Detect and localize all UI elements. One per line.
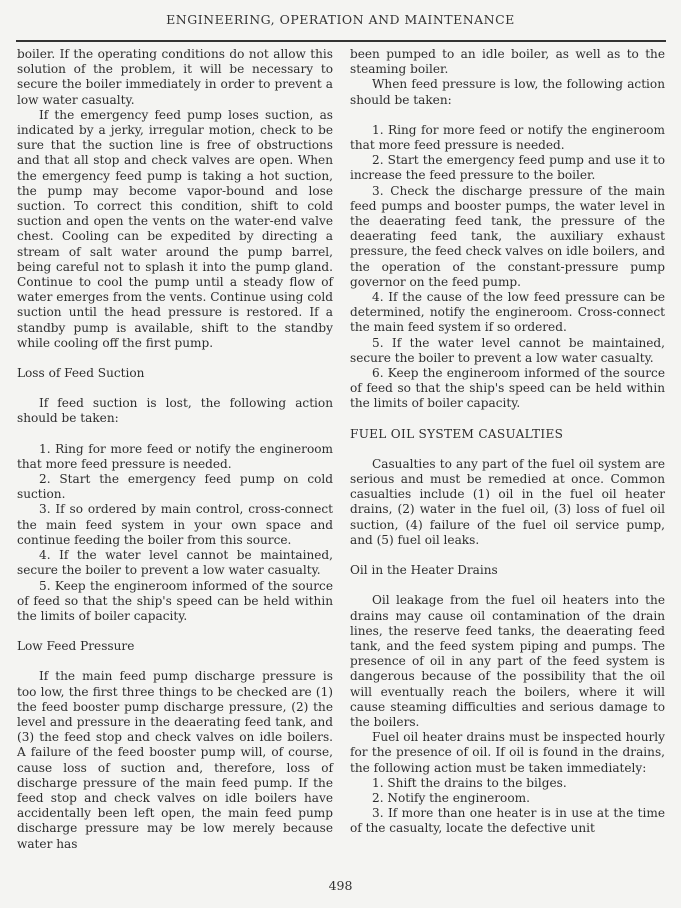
list-item: 4. If the water level cannot be maintained, secure the boiler to prevent a low water casualty.	[17, 548, 333, 578]
header-rule	[16, 40, 666, 42]
spacer	[17, 654, 333, 669]
spacer	[17, 427, 333, 442]
paragraph: Oil leakage from the fuel oil heaters into the drains may cause oil contamination of the drain lines, the reserve feed tanks, the deaerating feed tank, and the feed system piping and pumps. The presence of oil in any part of the feed system is dangerous because of the possibility that the oil will eventually reach the boilers, where it will cause steaming difficulties and serious damage to the boilers.	[350, 593, 665, 729]
spacer	[17, 381, 333, 396]
list-item: 2. Start the emergency feed pump on cold suction.	[17, 472, 333, 502]
spacer	[17, 351, 333, 366]
paragraph: Fuel oil heater drains must be inspected hourly for the presence of oil. If oil is found in the drains, the following action must be taken immediately:	[350, 730, 665, 775]
spacer	[350, 442, 665, 457]
running-header: ENGINEERING, OPERATION AND MAINTENANCE	[166, 12, 515, 27]
spacer	[17, 624, 333, 639]
list-item: 6. Keep the engineroom informed of the source of feed so that the ship's speed can be held within the limits of boiler capacity.	[350, 366, 665, 411]
paragraph: If the emergency feed pump loses suction, as indicated by a jerky, irregular motion, check to be sure that the suction line is free of obstructions and that all stop and check valves are open. When the emergency feed pump is taking a hot suction, the pump may become vapor-bound and lose suction. To correct this condition, shift to cold suction and open the vents on the water-end valve chest. Cooling can be expedited by directing a stream of salt water around the pump barrel, being careful not to splash it into the pump gland. Continue to cool the pump until a steady flow of water emerges from the vents. Continue using cold suction until the head pressure is restored. If a standby pump is available, shift to the standby while cooling off the first pump.	[17, 107, 333, 350]
list-item: 3. If more than one heater is in use at the time of the casualty, locate the defective unit	[350, 806, 665, 836]
list-item: 1. Ring for more feed or notify the engineroom that more feed pressure is needed.	[350, 122, 665, 153]
spacer	[350, 548, 665, 563]
page-number: 498	[328, 878, 353, 893]
list-item: 5. Keep the engineroom informed of the source of feed so that the ship's speed can be held within the limits of boiler capacity.	[17, 578, 333, 623]
section-heading: Loss of Feed Suction	[17, 366, 145, 381]
list-item: 2. Notify the engineroom.	[372, 790, 530, 805]
spacer	[350, 578, 665, 593]
list-item: 4. If the cause of the low feed pressure can be determined, notify the engineroom. Cross-connect the main feed system if so ordered.	[350, 290, 665, 335]
right-column	[350, 47, 665, 837]
section-heading: Oil in the Heater Drains	[350, 563, 498, 578]
list-item: 3. If so ordered by main control, cross-connect the main feed system in your own space and continue feeding the boiler from this source.	[17, 502, 333, 547]
paragraph: boiler. If the operating conditions do not allow this solution of the problem, it will be necessary to secure the boiler immediately in order to prevent a low water casualty.	[17, 47, 333, 107]
list-item: 2. Start the emergency feed pump and use it to increase the feed pressure to the boiler.	[350, 153, 665, 183]
spacer	[350, 108, 665, 123]
section-heading: FUEL OIL SYSTEM CASUALTIES	[350, 426, 564, 441]
paragraph: been pumped to an idle boiler, as well as to the steaming boiler.	[350, 47, 665, 77]
left-column	[17, 47, 333, 852]
list-item: 5. If the water level cannot be maintained, secure the boiler to prevent a low water casualty.	[350, 335, 665, 365]
paragraph: If the main feed pump discharge pressure is too low, the first three things to be checked are (1) the feed booster pump discharge pressure, (2) the level and pressure in the deaerating feed tank, and (3) the feed stop and check valves on idle boilers. A failure of the feed booster pump will, of course, cause loss of suction and, therefore, loss of discharge pressure of the main feed pump. If the feed stop and check valves on idle boilers have accidentally been left open, the main feed pump discharge pressure may be low merely because water has	[17, 669, 333, 851]
list-item: 3. Check the discharge pressure of the main feed pumps and booster pumps, the water level in the deaerating feed tank, the pressure of the deaerating feed tank, the auxiliary exhaust pressure, the feed check valves on idle boilers, and the operation of the constant-pressure pump governor on the feed pump.	[350, 183, 665, 289]
paragraph: When feed pressure is low, the following action should be taken:	[350, 77, 665, 107]
paragraph: If feed suction is lost, the following action should be taken:	[17, 396, 333, 426]
section-heading: Low Feed Pressure	[17, 639, 135, 654]
spacer	[350, 412, 665, 427]
list-item: 1. Ring for more feed or notify the engineroom that more feed pressure is needed.	[17, 441, 333, 471]
list-item: 1. Shift the drains to the bilges.	[372, 775, 567, 790]
paragraph: Casualties to any part of the fuel oil system are serious and must be remedied at once. Common casualties include (1) oil in the fuel oil heater drains, (2) water in the fuel oil, (3) loss of fuel oil suction, (4) failure of the fuel oil service pump, and (5) fuel oil leaks.	[350, 456, 665, 547]
